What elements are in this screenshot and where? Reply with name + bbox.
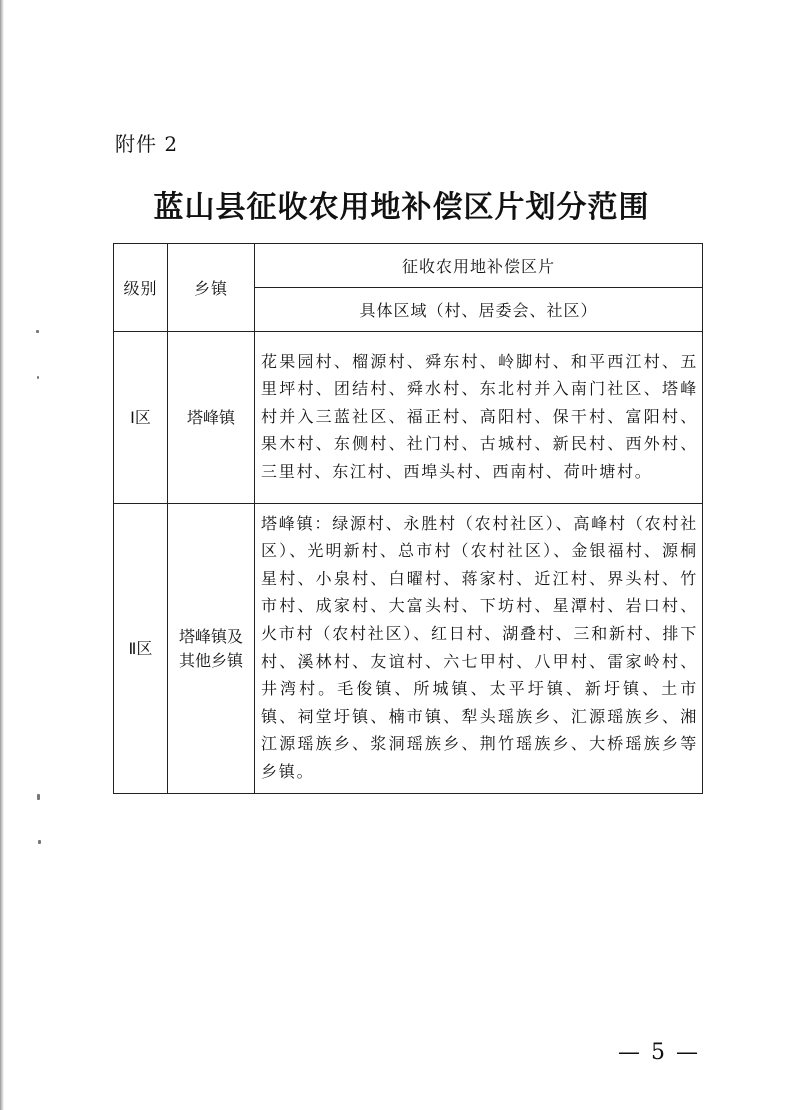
scan-edge-line (0, 0, 4, 1110)
header-specific-area: 具体区域（村、居委会、社区） (255, 288, 703, 332)
zone-area-cell: 花果园村、榴源村、舜东村、岭脚村、和平西江村、五里坪村、团结村、舜水村、东北村并入南门社区、塔峰村并入三蓝社区、福正村、高阳村、保干村、富阳村、果木村、东侧村、社门村、古城村、新民村、西外村、三里村、东江村、西埠头村、西南村、荷叶塘村。 (255, 332, 703, 504)
header-level: 级别 (114, 244, 168, 332)
table-row (114, 332, 703, 504)
header-zone-group: 征收农用地补偿区片 (255, 244, 703, 288)
scan-speck (37, 376, 39, 379)
zone-level-cell: Ⅱ区 (114, 504, 168, 794)
zone-town-cell: 塔峰镇 (168, 332, 255, 504)
document-title: 蓝山县征收农用地补偿区片划分范围 (153, 190, 650, 225)
zone-area-cell: 塔峰镇：绿源村、永胜村（农村社区）、高峰村（农村社区）、光明新村、总市村（农村社区）、金银福村、源桐星村、小泉村、白曜村、蒋家村、近江村、界头村、竹市村、成家村、大富头村、下坊村、星潭村、岩口村、火市村（农村社区）、红日村、湖叠村、三和新村、排下村、溪林村、友谊村、六七甲村、八甲村、雷家岭村、井湾村。毛俊镇、所城镇、太平圩镇、新圩镇、土市镇、祠堂圩镇、楠市镇、犁头瑶族乡、汇源瑶族乡、湘江源瑶族乡、浆洞瑶族乡、荆竹瑶族乡、大桥瑶族乡等乡镇。 (255, 504, 703, 794)
compensation-zone-table (113, 243, 703, 794)
attachment-label: 附件 2 (115, 132, 179, 156)
table-row (114, 504, 703, 794)
scan-speck (38, 840, 41, 844)
zone-level-cell: Ⅰ区 (114, 332, 168, 504)
header-town: 乡镇 (168, 244, 255, 332)
zone-town-cell: 塔峰镇及其他乡镇 (168, 504, 255, 794)
scan-speck (37, 794, 40, 800)
page-number: — 5 — (618, 1040, 700, 1065)
scan-speck (36, 330, 39, 333)
